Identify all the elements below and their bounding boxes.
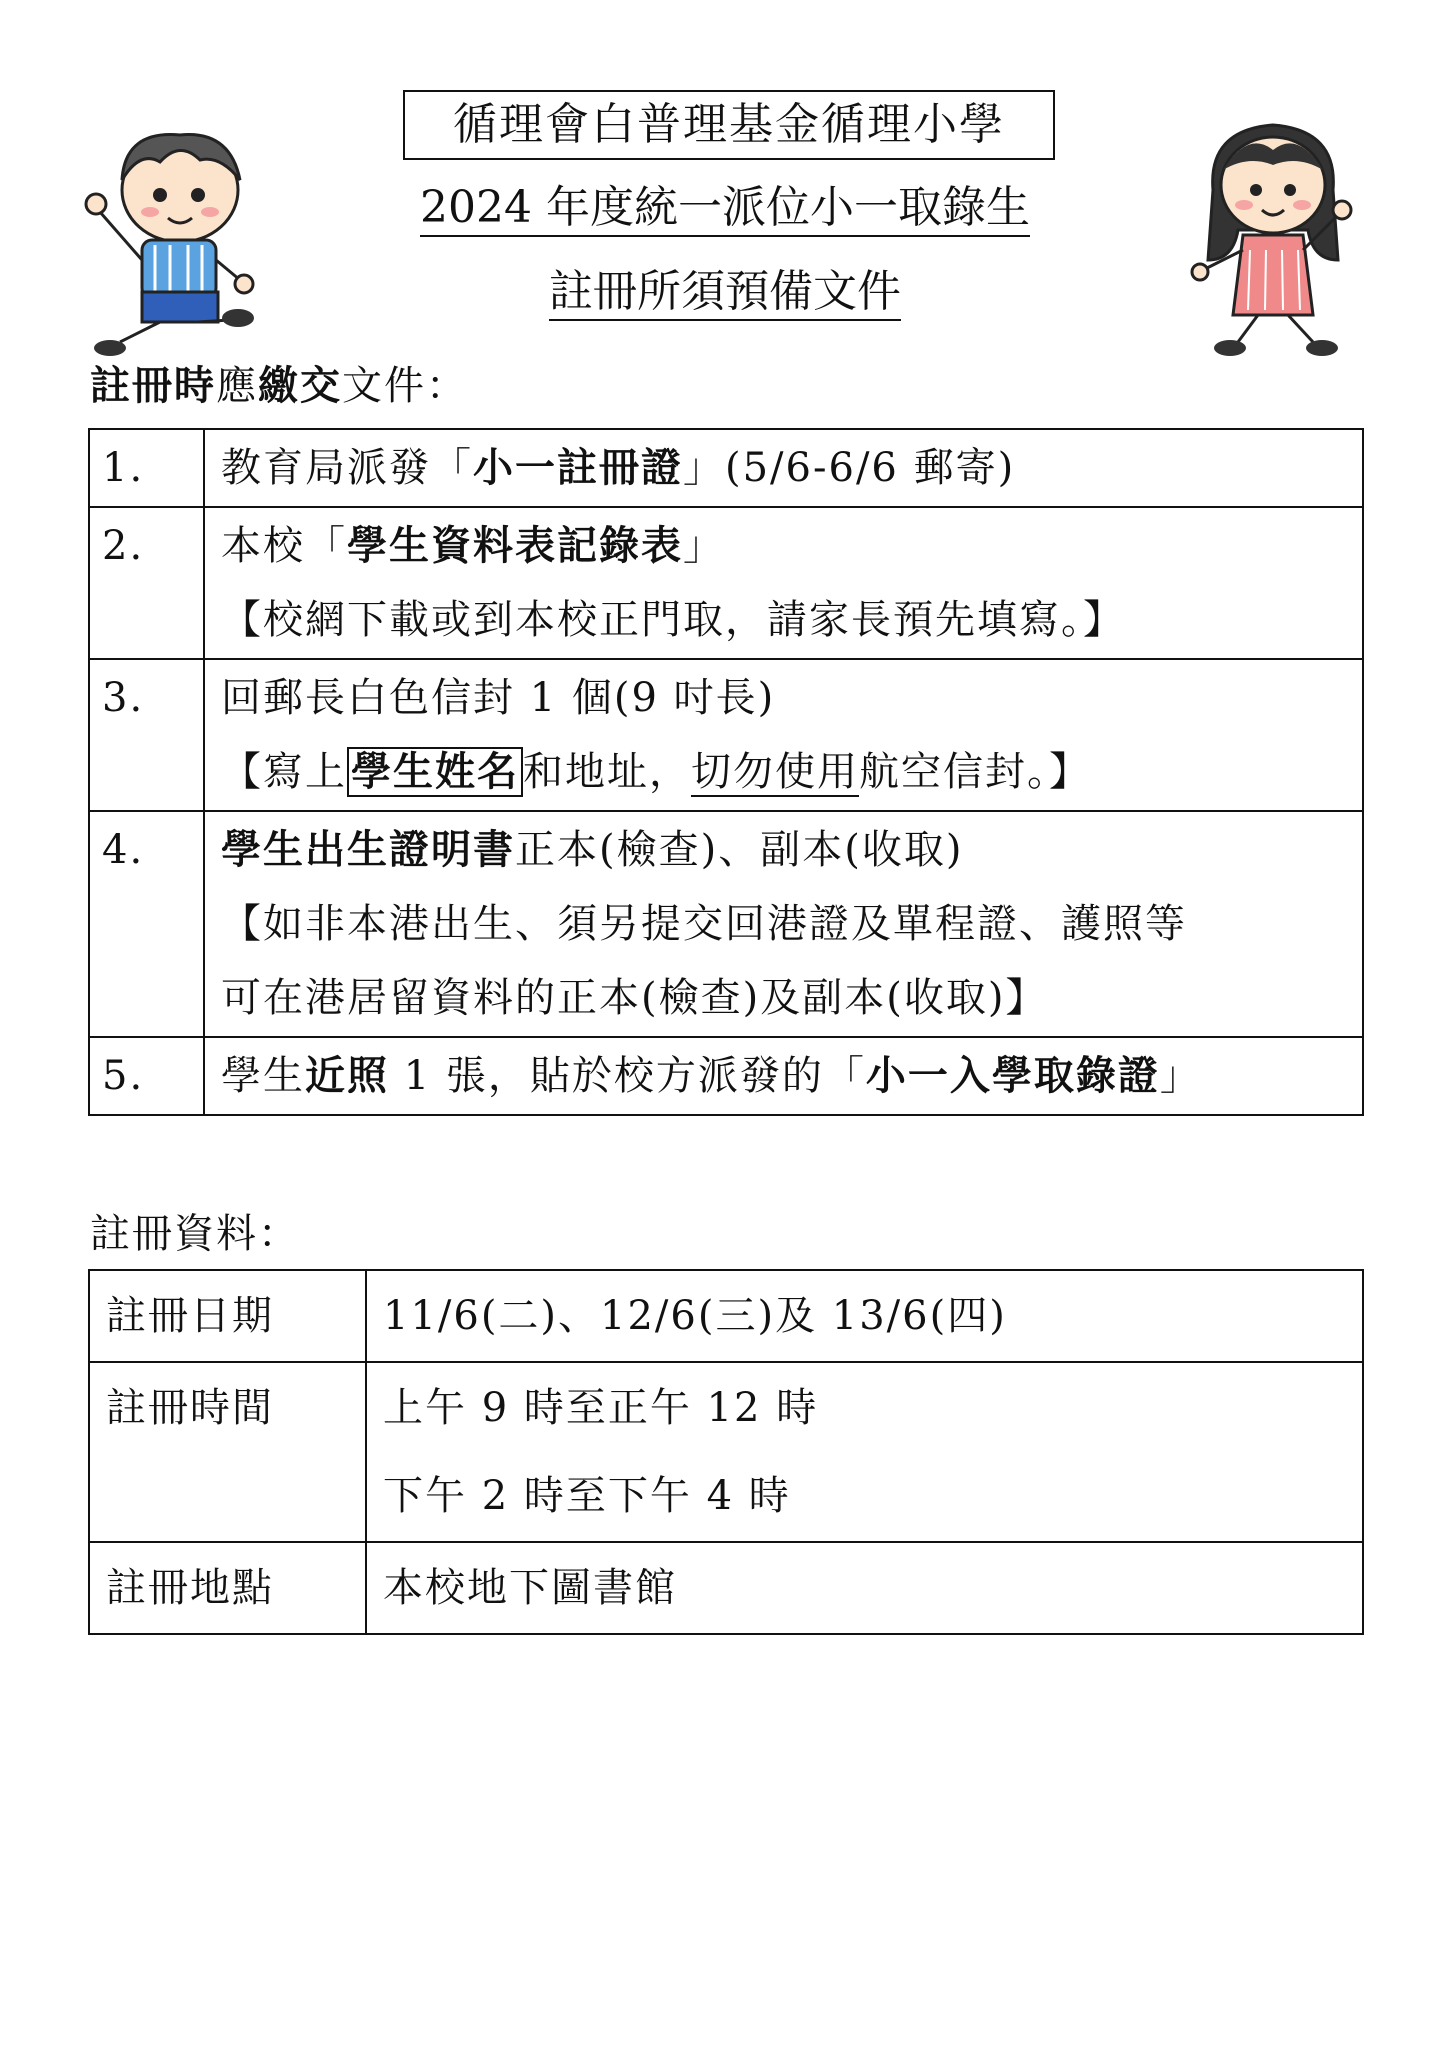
registration-heading: 註冊資料：	[90, 1211, 300, 1257]
item-text: 學生近照 1 張，貼於校方派發的「小一入學取錄證」	[204, 1037, 1363, 1115]
admission-year-title: 2024 年度統一派位小一取錄生	[370, 178, 1080, 238]
registration-venue-label: 註冊地點	[89, 1542, 366, 1634]
registration-venue-value: 本校地下圖書館	[366, 1542, 1363, 1634]
girl-cartoon-icon	[1188, 110, 1358, 360]
item-text: 教育局派發「小一註冊證」(5/6-6/6 郵寄)	[204, 429, 1363, 507]
table-row	[89, 1362, 1363, 1542]
table-row	[89, 1542, 1363, 1634]
registration-table	[88, 1269, 1364, 1635]
item-number: 2.	[89, 507, 204, 659]
documents-heading: 註冊時應繳交文件：	[90, 363, 468, 409]
school-name-title: 循理會白普理基金循理小學	[403, 90, 1055, 160]
item-number: 5.	[89, 1037, 204, 1115]
documents-table	[88, 428, 1364, 1116]
table-row	[89, 507, 1363, 659]
registration-time-value: 上午 9 時至正午 12 時 下午 2 時至下午 4 時	[366, 1362, 1363, 1542]
item-text: 本校「學生資料表記錄表」 【校網下載或到本校正門取，請家長預先填寫。】	[204, 507, 1363, 659]
documents-title: 註冊所須預備文件	[470, 262, 980, 322]
table-row	[89, 659, 1363, 811]
item-number: 1.	[89, 429, 204, 507]
registration-time-label: 註冊時間	[89, 1362, 366, 1542]
boy-cartoon-icon	[80, 120, 270, 360]
table-row	[89, 1037, 1363, 1115]
item-number: 4.	[89, 811, 204, 1037]
registration-date-value: 11/6(二)、12/6(三)及 13/6(四)	[366, 1270, 1363, 1362]
item-number: 3.	[89, 659, 204, 811]
table-row	[89, 429, 1363, 507]
table-row	[89, 811, 1363, 1037]
item-text: 回郵長白色信封 1 個(9 吋長) 【寫上 學生姓名 和地址，切勿使用航空信封。】	[204, 659, 1363, 811]
table-row	[89, 1270, 1363, 1362]
item-text: 學生出生證明書正本(檢查)、副本(收取) 【如非本港出生、須另提交回港證及單程證、護照等 可在港居留資料的正本(檢查)及副本(收取)】	[204, 811, 1363, 1037]
registration-date-label: 註冊日期	[89, 1270, 366, 1362]
